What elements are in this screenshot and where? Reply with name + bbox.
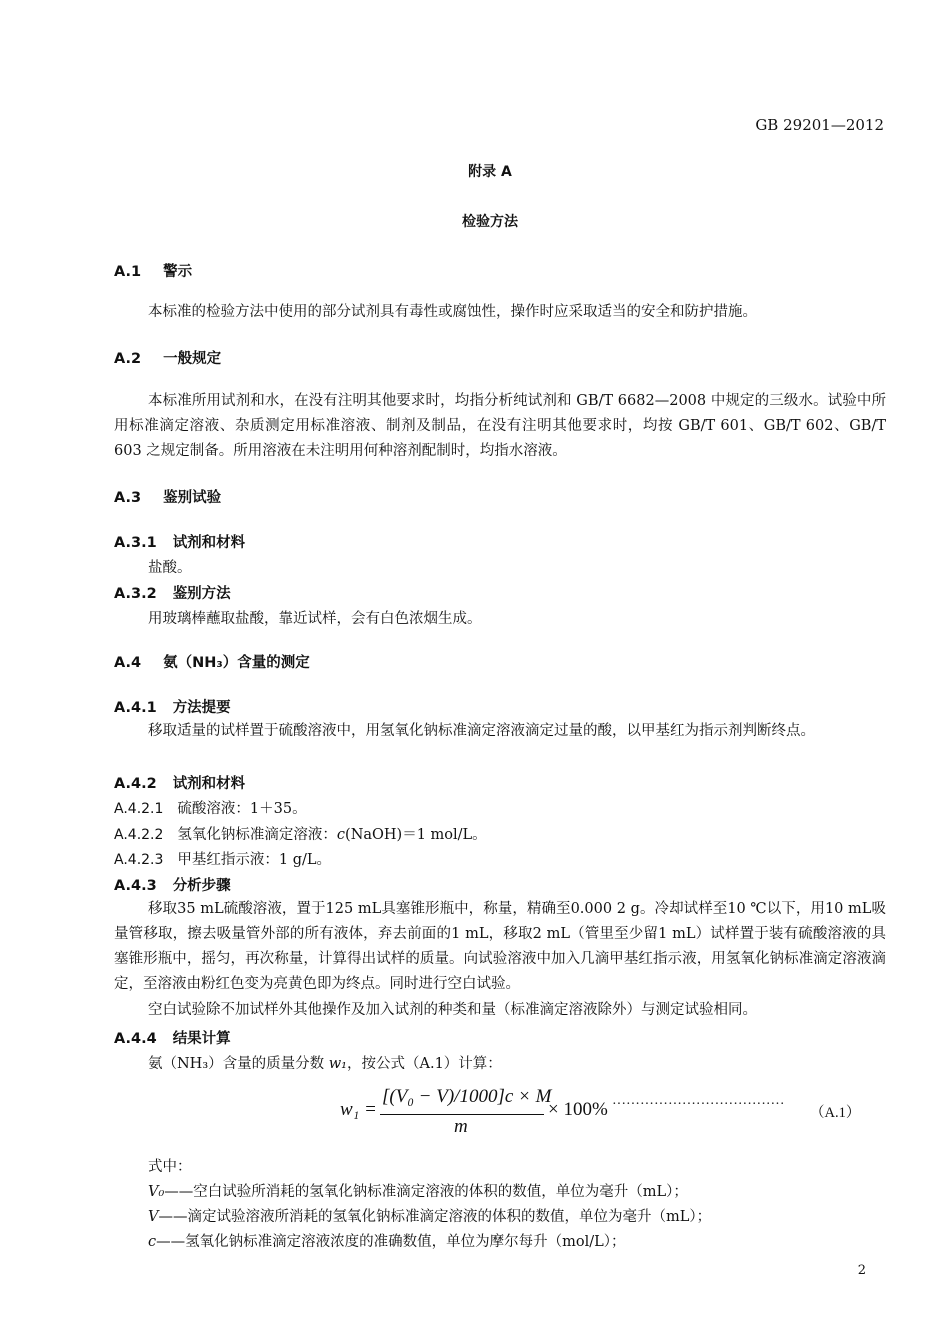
section-a2-text: 本标准所用试剂和水，在没有注明其他要求时，均指分析纯试剂和 GB/T 6682—2008 中规定的三级水。试验中所用标准滴定溶液、杂质测定用标准溶液、制剂及制品，在没有注明其他要求时，均按 GB/T 601、GB/T 602、GB/T 603 之规定制备。所用溶液在未注明用何种溶剂配制时，均指水溶液。 — [114, 393, 886, 459]
section-number: A.1 — [114, 264, 142, 280]
formula-denominator: m — [454, 1116, 468, 1137]
appendix-title: 附录 A — [468, 164, 512, 180]
legend-text: ——氢氧化钠标准滴定溶液浓度的准确数值，单位为摩尔每升（mol/L）； — [156, 1234, 626, 1250]
section-a43-text: 移取35 mL硫酸溶液，置于125 mL具塞锥形瓶中，称量，精确至0.000 2 g。冷却试样至10 ℃以下，用10 mL吸量管移取，擦去吸量管外部的所有液体，弃去前面的1 mL，移取2 mL（管里至少留1 mL）试样置于装有硫酸溶液的具塞锥形瓶中，摇匀，再次称量，计算得出试样的质量。向试验溶液中加入几滴甲基红指示液，用氢氧化钠标准滴定溶液滴定，至溶液由粉红色变为亮黄色即为终点。同时进行空白试验。 — [114, 901, 886, 992]
section-a422 — [114, 823, 487, 844]
formula-leader-dots: ····································· — [612, 1097, 785, 1112]
intro-text: 氨（NH₃）含量的质量分数 — [148, 1056, 329, 1072]
appendix-subtitle: 检验方法 — [462, 214, 518, 230]
concentration-symbol: c — [336, 827, 346, 843]
legend-text: ——滴定试验溶液所消耗的氢氧化钠标准滴定溶液的体积的数值，单位为毫升（mL）； — [158, 1209, 712, 1225]
section-number: A.4.3 — [114, 878, 157, 894]
section-title: 鉴别方法 — [172, 586, 231, 602]
legend-intro: 式中： — [148, 1159, 192, 1175]
section-number: A.3 — [114, 490, 142, 506]
section-number: A.4.2 — [114, 776, 157, 792]
standard-code: GB 29201—2012 — [755, 116, 884, 134]
section-a421 — [114, 797, 307, 818]
legend-symbol: c — [148, 1234, 157, 1250]
section-a44-intro — [148, 1052, 502, 1073]
intro-text-suffix: ，按公式（A.1）计算： — [347, 1056, 502, 1072]
legend-symbol: V — [148, 1209, 159, 1225]
legend-item — [148, 1230, 626, 1251]
section-a3-heading — [114, 486, 221, 507]
section-number: A.4.1 — [114, 700, 157, 716]
section-number: A.3.2 — [114, 586, 157, 602]
section-number: A.3.1 — [114, 535, 157, 551]
section-title: 试剂和材料 — [172, 776, 246, 792]
section-title: 结果计算 — [172, 1031, 231, 1047]
section-number: A.4.2.1 — [114, 801, 164, 817]
section-a31-heading — [114, 531, 245, 552]
section-text: 氢氧化钠标准滴定溶液： — [177, 827, 337, 843]
section-title: 一般规定 — [163, 351, 222, 367]
section-title: 鉴别试验 — [163, 490, 222, 506]
section-a43-heading — [114, 874, 231, 895]
section-a4-heading — [114, 651, 310, 672]
mass-fraction-symbol: w₁ — [328, 1056, 347, 1072]
section-number: A.4.2.2 — [114, 827, 164, 843]
section-title: 氨（NH₃）含量的测定 — [163, 655, 310, 671]
section-a42-heading — [114, 772, 245, 793]
section-a1-text: 本标准的检验方法中使用的部分试剂具有毒性或腐蚀性，操作时应采取适当的安全和防护措施。 — [148, 304, 757, 320]
section-a41-text: 移取适量的试样置于硫酸溶液中，用氢氧化钠标准滴定溶液滴定过量的酸，以甲基红为指示剂判断终点。 — [148, 723, 815, 739]
section-a44-heading — [114, 1027, 231, 1048]
legend-text: ——空白试验所消耗的氢氧化钠标准滴定溶液的体积的数值，单位为毫升（mL）； — [164, 1184, 688, 1200]
section-a1-heading — [114, 260, 192, 281]
section-text: 甲基红指示液：1 g/L。 — [177, 852, 332, 868]
section-a2-heading — [114, 347, 221, 368]
formula-multiplier: × 100% — [548, 1099, 608, 1120]
legend-symbol: V₀ — [148, 1184, 165, 1200]
section-text: 硫酸溶液：1＋35。 — [177, 801, 307, 817]
section-a32-heading — [114, 582, 231, 603]
section-number: A.4 — [114, 655, 142, 671]
section-number: A.2 — [114, 351, 142, 367]
section-title: 方法提要 — [172, 700, 231, 716]
formula-a1 — [340, 1082, 880, 1142]
section-text-suffix: (NaOH)＝1 mol/L。 — [345, 827, 487, 843]
section-a31-text: 盐酸。 — [148, 560, 192, 576]
section-number: A.4.4 — [114, 1031, 157, 1047]
section-a41-heading — [114, 696, 231, 717]
formula-label: （A.1） — [810, 1105, 861, 1121]
section-title: 试剂和材料 — [172, 535, 246, 551]
legend-item — [148, 1180, 688, 1201]
section-a32-text: 用玻璃棒蘸取盐酸，靠近试样，会有白色浓烟生成。 — [148, 611, 482, 627]
section-a423 — [114, 848, 331, 869]
formula-numerator: [(V₀ − V)/1000]c × M — [382, 1086, 552, 1107]
legend-item — [148, 1205, 711, 1226]
section-a43-blank-text: 空白试验除不加试样外其他操作及加入试剂的种类和量（标准滴定溶液除外）与测定试验相同。 — [148, 1002, 757, 1018]
fraction-bar — [380, 1114, 544, 1115]
section-title: 分析步骤 — [172, 878, 231, 894]
formula-lhs: w₁ = — [340, 1099, 377, 1120]
section-title: 警示 — [163, 264, 193, 280]
section-number: A.4.2.3 — [114, 852, 164, 868]
page-number: 2 — [857, 1263, 866, 1278]
